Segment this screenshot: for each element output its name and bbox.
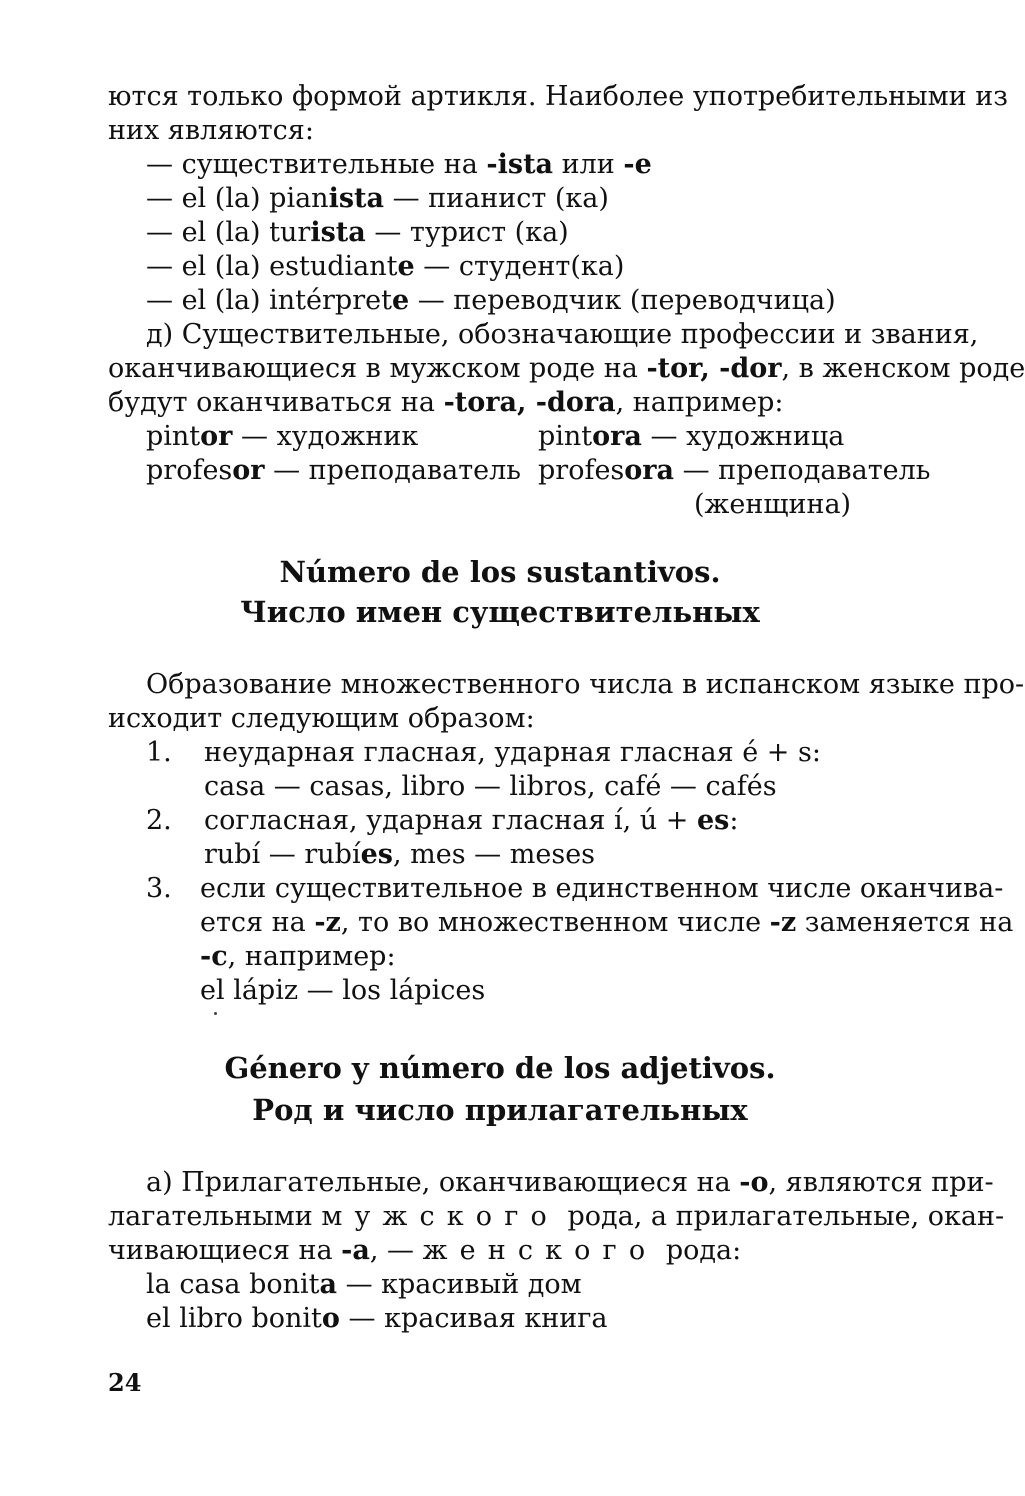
example-left-1: pintor — художник	[146, 421, 419, 452]
section1-para-line-1: Образование множественного числа в испанском языке про-	[146, 669, 1025, 700]
adjective-example: el libro bonito — красивая книга	[146, 1303, 608, 1334]
adjective-example: la casa bonita — красивый дом	[146, 1269, 582, 1300]
section2-line-3: чивающиеся на -a, — женского рода:	[108, 1235, 742, 1266]
example-right-2: profesora — преподаватель	[538, 455, 931, 486]
example-right-3: (женщина)	[694, 489, 852, 520]
rule-text: неударная гласная, ударная гласная é + s:	[204, 737, 821, 768]
page-number: 24	[108, 1368, 142, 1397]
list-item: — el (la) estudiante — студент(ка)	[146, 251, 625, 282]
rule-number: 1.	[146, 737, 172, 768]
section-title-es: Número de los sustantivos.	[279, 555, 721, 589]
intro-line-1: ются только формой артикля. Наиболее употребительными из	[108, 81, 1008, 112]
rule-example: rubí — rubíes, mes — meses	[204, 839, 596, 870]
example-right-1: pintora — художница	[538, 421, 845, 452]
section-title-ru: Род и число прилагательных	[252, 1093, 748, 1127]
section2-line-1: а) Прилагательные, оканчивающиеся на -o, являются при-	[146, 1167, 994, 1198]
rule-example: el lápiz — los lápices	[200, 975, 486, 1006]
para-d-line-1: д) Существительные, обозначающие профессии и звания,	[146, 319, 979, 350]
intro-line-2: них являются:	[108, 115, 314, 146]
section-title-es: Género y número de los adjetivos.	[224, 1051, 776, 1085]
section2-line-2: лагательными мужского рода, а прилагательные, окан-	[108, 1201, 1005, 1232]
rule-example: casa — casas, libro — libros, café — cafés	[204, 771, 777, 802]
rule-text: -c, например:	[200, 941, 396, 972]
list-item: — существительные на -ista или -e	[146, 149, 652, 180]
section-title-ru: Число имен существительных	[240, 595, 760, 629]
list-item: — el (la) intérprete — переводчик (переводчица)	[146, 285, 836, 316]
list-item: — el (la) pianista — пианист (ка)	[146, 183, 609, 214]
print-speck	[214, 1012, 217, 1015]
para-d-line-2: оканчивающиеся в мужском роде на -tor, -dor, в женском роде	[108, 353, 1025, 384]
example-left-2: profesor — преподаватель	[146, 455, 521, 486]
list-item: — el (la) turista — турист (ка)	[146, 217, 569, 248]
section1-para-line-2: исходит следующим образом:	[108, 703, 535, 734]
rule-text: ется на -z, то во множественном числе -z заменяется на	[200, 907, 1014, 938]
para-d-line-3: будут оканчиваться на -tora, -dora, например:	[108, 387, 784, 418]
rule-text: если существительное в единственном числе оканчива-	[200, 873, 1004, 904]
rule-text: согласная, ударная гласная í, ú + es:	[204, 805, 739, 836]
rule-number: 2.	[146, 805, 172, 836]
rule-number: 3.	[146, 873, 172, 904]
